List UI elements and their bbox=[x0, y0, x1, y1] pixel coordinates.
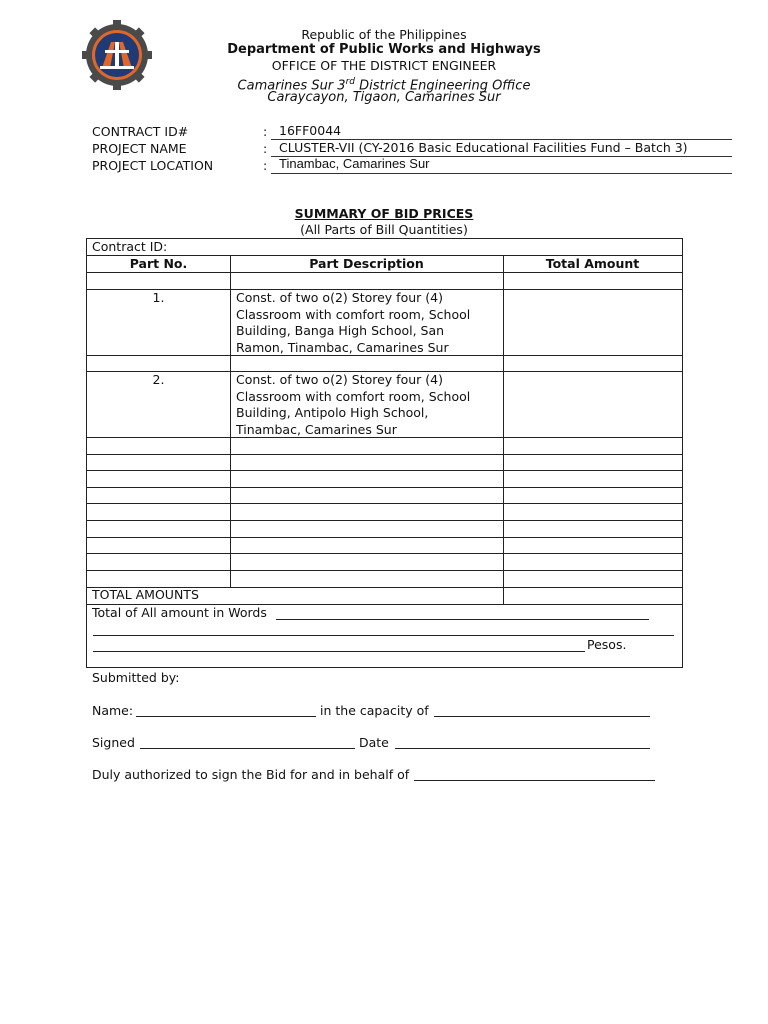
name-label: Name: bbox=[92, 703, 134, 718]
date-label: Date bbox=[359, 735, 389, 750]
submitted-by-label: Submitted by: bbox=[92, 670, 180, 685]
project-name-colon: : bbox=[263, 141, 268, 156]
capacity-fill-line bbox=[434, 716, 650, 717]
part-description-2 bbox=[236, 372, 470, 438]
desc-line: Building, Banga High School, San bbox=[236, 323, 445, 338]
summary-subtitle: (All Parts of Bill Quantities) bbox=[300, 222, 468, 237]
desc-line: Building, Antipolo High School, bbox=[236, 405, 429, 420]
authorized-label: Duly authorized to sign the Bid for and in behalf of bbox=[92, 767, 410, 782]
contract-id-colon: : bbox=[263, 124, 268, 139]
bid-summary-table bbox=[86, 238, 683, 668]
desc-line: Tinambac, Camarines Sur bbox=[236, 421, 397, 437]
project-location-underline bbox=[271, 173, 732, 174]
project-name-value: CLUSTER-VII (CY-2016 Basic Educational Facilities Fund – Batch 3) bbox=[279, 140, 688, 155]
district-prefix: Camarines Sur 3 bbox=[237, 78, 346, 94]
part-no-2: 2. bbox=[152, 372, 165, 387]
contract-id-label: CONTRACT ID# bbox=[92, 124, 189, 139]
words-fill-line bbox=[93, 651, 585, 652]
total-in-words-label: Total of All amount in Words bbox=[92, 605, 267, 620]
words-fill-line bbox=[276, 619, 649, 620]
table-contract-id-label: Contract ID: bbox=[92, 239, 168, 254]
project-name-label: PROJECT NAME bbox=[92, 141, 187, 156]
desc-line: Classroom with comfort room, School bbox=[236, 306, 471, 322]
part-description-1 bbox=[236, 290, 470, 356]
row-divider bbox=[87, 570, 682, 571]
desc-line: Ramon, Tinambac, Camarines Sur bbox=[236, 339, 449, 355]
project-location-label: PROJECT LOCATION bbox=[92, 158, 214, 173]
department-title: Department of Public Works and Highways bbox=[227, 42, 541, 57]
signed-fill-line bbox=[140, 748, 355, 749]
project-location-value: Tinambac, Camarines Sur bbox=[279, 156, 430, 171]
signed-label: Signed bbox=[92, 735, 135, 750]
part-no-header: Part No. bbox=[129, 256, 188, 271]
summary-title-text: SUMMARY OF BID PRICES bbox=[294, 206, 474, 221]
project-location-colon: : bbox=[263, 158, 268, 173]
part-no-1: 1. bbox=[152, 290, 165, 305]
pesos-label: Pesos. bbox=[587, 637, 627, 652]
name-fill-line bbox=[136, 716, 316, 717]
row-divider bbox=[87, 454, 682, 455]
authorized-fill-line bbox=[414, 780, 655, 781]
republic-title: Republic of the Philippines bbox=[301, 27, 467, 42]
row-divider bbox=[87, 537, 682, 538]
district-suffix: District Engineering Office bbox=[354, 78, 531, 94]
office-address: Caraycayon, Tigaon, Camarines Sur bbox=[267, 90, 501, 105]
row-divider bbox=[87, 487, 682, 488]
row-divider bbox=[87, 272, 682, 273]
part-description-header: Part Description bbox=[309, 256, 424, 271]
row-divider bbox=[87, 520, 682, 521]
district-sup: rd bbox=[345, 77, 355, 87]
row-divider bbox=[87, 503, 682, 504]
contract-id-value: 16FF0044 bbox=[279, 123, 342, 138]
desc-line: Const. of two o(2) Storey four (4) bbox=[236, 290, 443, 305]
row-divider bbox=[87, 553, 682, 554]
desc-line: Const. of two o(2) Storey four (4) bbox=[236, 372, 443, 387]
col-divider bbox=[503, 255, 504, 604]
date-fill-line bbox=[395, 748, 650, 749]
total-amount-header: Total Amount bbox=[545, 256, 640, 271]
capacity-label: in the capacity of bbox=[320, 703, 429, 718]
words-fill-line bbox=[93, 635, 674, 636]
summary-title bbox=[0, 206, 768, 221]
desc-line: Classroom with comfort room, School bbox=[236, 388, 471, 404]
office-title: OFFICE OF THE DISTRICT ENGINEER bbox=[271, 58, 497, 73]
col-divider bbox=[230, 255, 231, 588]
total-amounts-label: TOTAL AMOUNTS bbox=[92, 587, 199, 602]
row-divider bbox=[87, 470, 682, 471]
